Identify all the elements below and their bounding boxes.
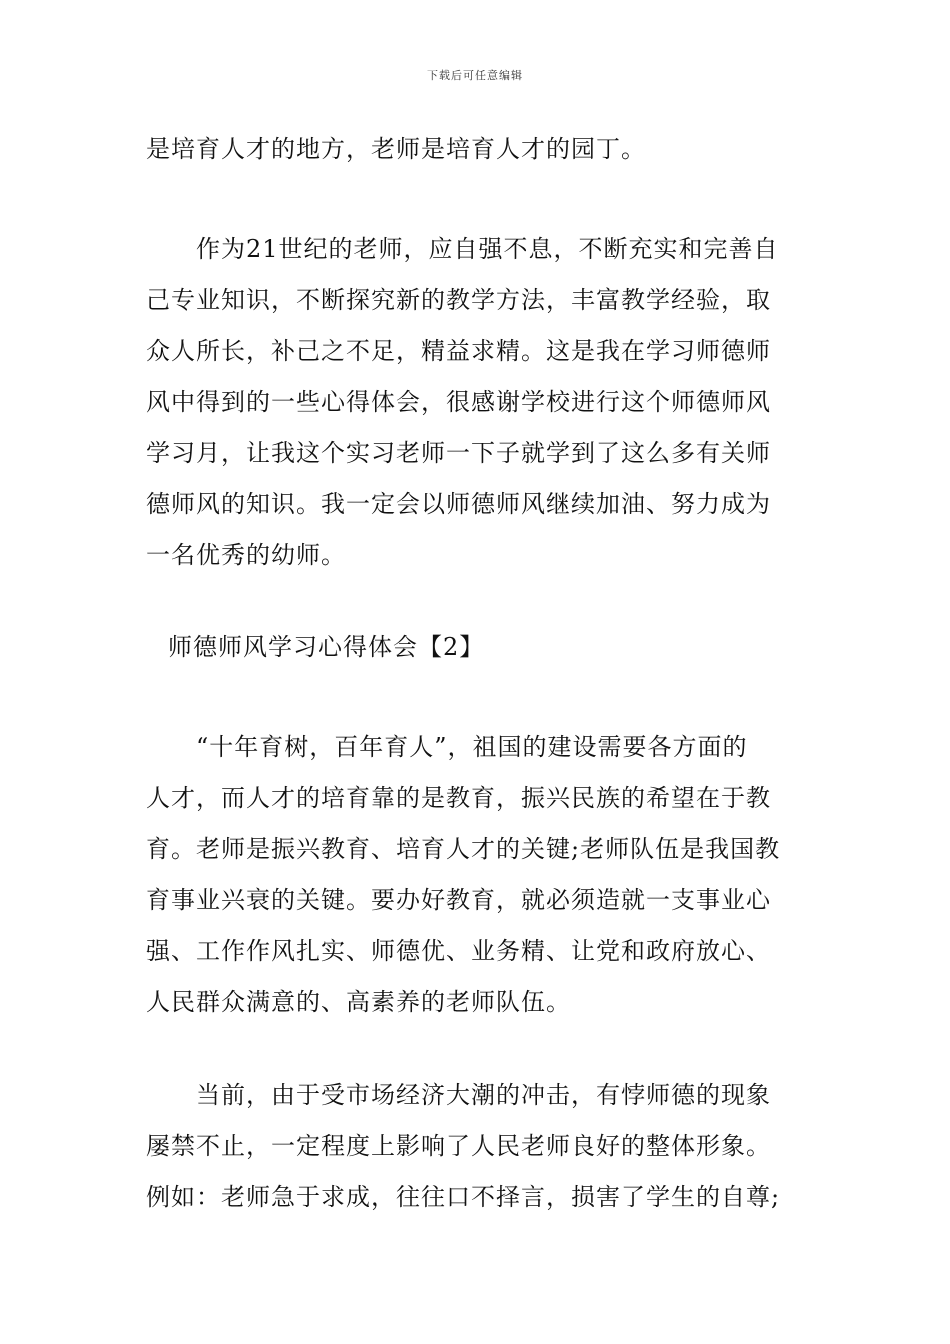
paragraph-line: 育事业兴衰的关键。要办好教育，就必须造就一支事业心 — [146, 886, 771, 914]
paragraph-line: 德师风的知识。我一定会以师德师风继续加油、努力成为 — [146, 490, 771, 518]
paragraph-line: 一名优秀的幼师。 — [146, 541, 346, 569]
section-heading: 师德师风学习心得体会【2】 — [168, 633, 485, 661]
paragraph-line: 例如：老师急于求成，往往口不择言，损害了学生的自尊; — [146, 1183, 781, 1211]
paragraph-line: 是培育人才的地方，老师是培育人才的园丁。 — [146, 135, 646, 163]
paragraph-line: 人才，而人才的培育靠的是教育，振兴民族的希望在于教 — [146, 784, 771, 812]
header-note: 下载后可任意编辑 — [427, 69, 523, 82]
paragraph-line: 作为21世纪的老师，应自强不息，不断充实和完善自 — [196, 235, 779, 263]
paragraph-line: 屡禁不止，一定程度上影响了人民老师良好的整体形象。 — [146, 1132, 771, 1160]
paragraph-line: 己专业知识，不断探究新的教学方法，丰富教学经验，取 — [146, 286, 771, 314]
paragraph-line: 众人所长，补己之不足，精益求精。这是我在学习师德师 — [146, 337, 771, 365]
paragraph-line: 人民群众满意的、高素养的老师队伍。 — [146, 988, 571, 1016]
paragraph-line: 风中得到的一些心得体会，很感谢学校进行这个师德师风 — [146, 388, 771, 416]
paragraph-line: 学习月，让我这个实习老师一下子就学到了这么多有关师 — [146, 439, 771, 467]
paragraph-line: 强、工作作风扎实、师德优、业务精、让党和政府放心、 — [146, 937, 771, 965]
paragraph-line: “十年育树，百年育人”，祖国的建设需要各方面的 — [196, 733, 748, 761]
paragraph-line: 育。老师是振兴教育、培育人才的关键;老师队伍是我国教 — [146, 835, 781, 863]
paragraph-line: 当前，由于受市场经济大潮的冲击，有悖师德的现象 — [196, 1081, 771, 1109]
